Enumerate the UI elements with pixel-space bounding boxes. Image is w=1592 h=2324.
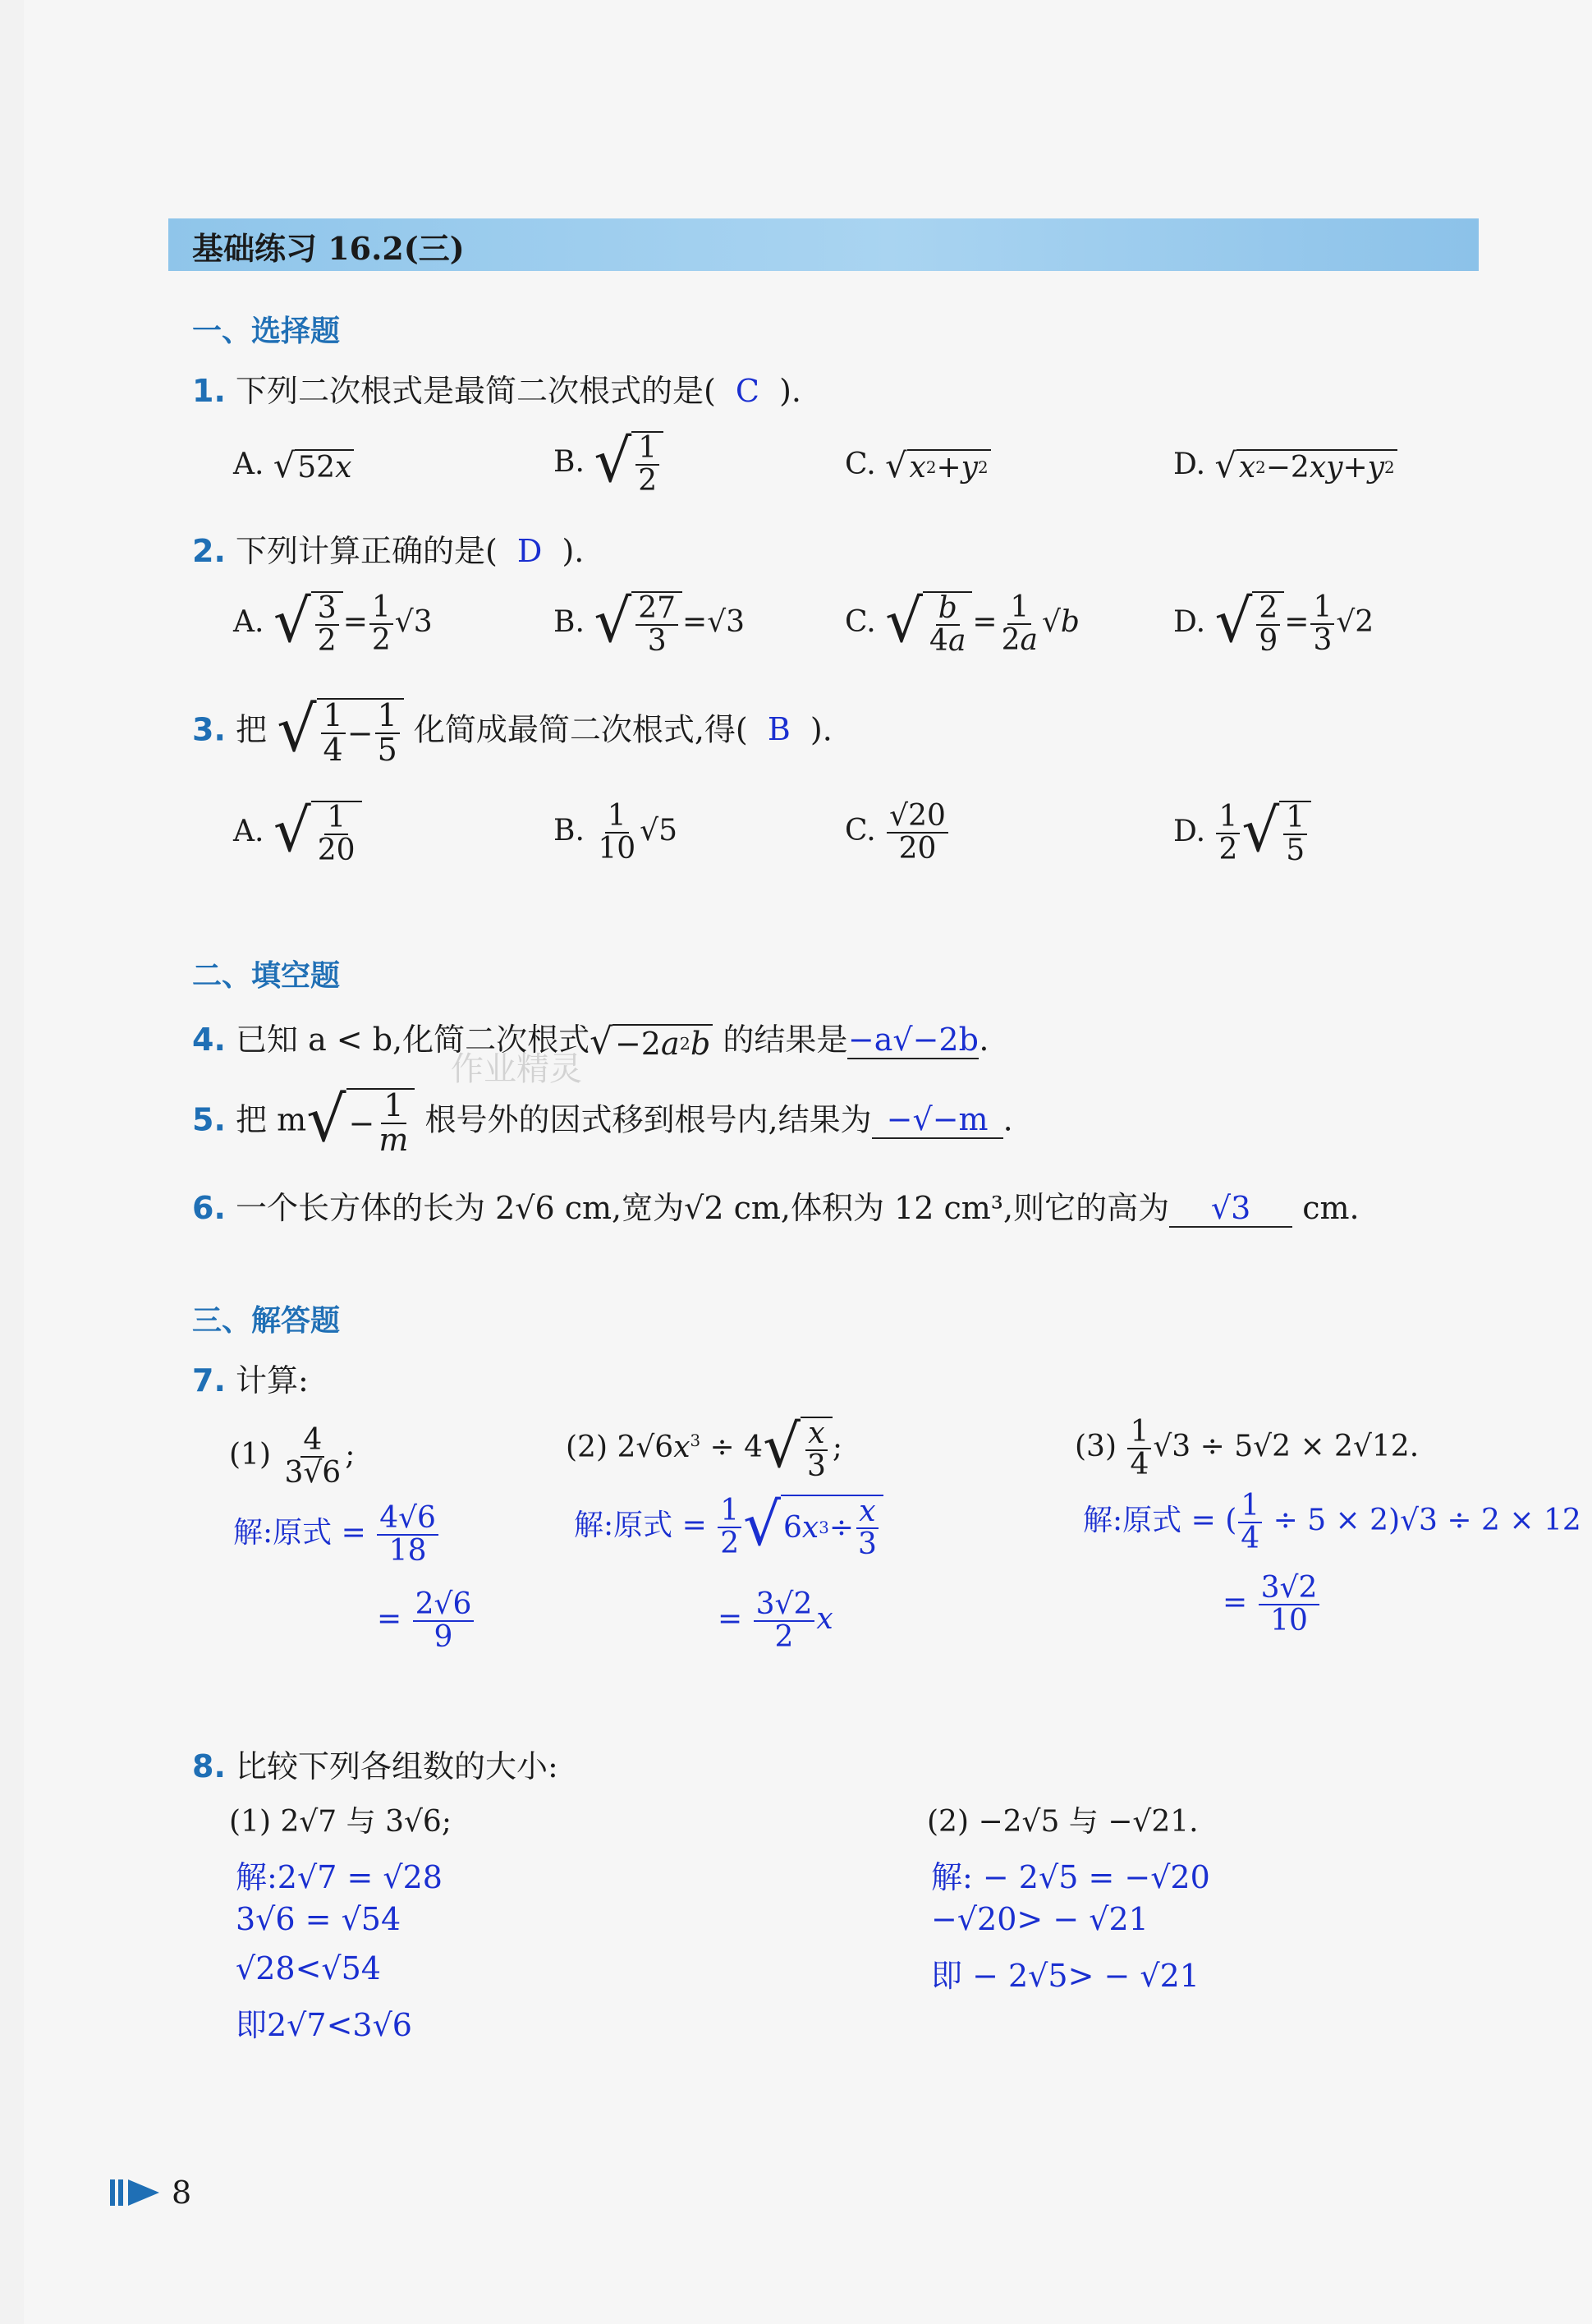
answer-6: √3 (1210, 1190, 1251, 1226)
page-number: 8 (172, 2175, 192, 2211)
q8-part-2-line-3: 即 − 2√5> − √21 (931, 1958, 1200, 1994)
q8-part-1-line-1: 解:2√7 = √28 (236, 1859, 443, 1895)
q1-option-b: B. √ $\frac{1}{2}$ (553, 431, 663, 497)
answer-3: B (767, 711, 791, 748)
section-choice: 一、选择题 (192, 315, 341, 348)
q7-part-1-result: = $\frac{2√6}{9}$ (377, 1589, 475, 1653)
question-8: 8. 比较下列各组数的大小: (192, 1748, 558, 1784)
q7-part-2: (2) $2√6x^3 \div 4$ √ $\frac{x}{3}$ ; (566, 1412, 843, 1483)
q8-part-1-line-3: √28<√54 (236, 1950, 381, 1986)
q7-part-3-solution: 解:原式 = ( $\frac{1}{4}$ ÷ 5 × 2)√3 ÷ 2 × 12 (1083, 1489, 1581, 1555)
watermark: 作业精灵 (451, 1050, 582, 1088)
page-arrow-icon (110, 2178, 166, 2207)
answer-4: −a√−2b (847, 1022, 979, 1058)
q1-option-d: D. √ x 2 −2 xy + y 2 (1173, 448, 1397, 485)
q7-part-1: (1) $\frac{4}{3√6}$ ; (229, 1423, 356, 1490)
q8-part-1-line-4: 即2√7<3√6 (236, 2007, 412, 2043)
q8-part-1: (1) 2√7 与 3√6; (229, 1805, 452, 1839)
question-4: 4. 已知 a < b,化简二次根式 √ −2 a 2 b 的结果是−a√−2b. (192, 1020, 989, 1063)
page-title: 基础练习 16.2(三) (192, 230, 465, 267)
q2-option-d: D. √ $\frac{2}{9}$ = $\frac{1}{3}$ √2 (1173, 586, 1374, 658)
q8-part-2-line-2: −√20> − √21 (931, 1901, 1149, 1937)
answer-1: C (735, 373, 759, 409)
q2-option-a: A. √ $\frac{3}{2}$ = $\frac{1}{2}$ √3 (233, 586, 433, 658)
q8-part-2: (2) −2√5 与 −√21. (927, 1805, 1199, 1839)
page (24, 0, 1592, 2324)
section-fill: 二、填空题 (192, 959, 341, 993)
question-5: 5. 把 m √ − $\frac{1}{m}$ 根号外的因式移到根号内,结果为 −√−m . (192, 1082, 1013, 1158)
q7-part-1-solution: 解:原式 = $\frac{4√6}{18}$ (233, 1503, 440, 1567)
question-2: 2. 下列计算正确的是( D ). (192, 533, 585, 569)
question-7: 7. 计算: (192, 1362, 309, 1399)
q7-part-3: (3) $\frac{1}{4}$ √3 ÷ 5√2 × 2√12. (1075, 1415, 1420, 1481)
q8-part-1-line-2: 3√6 = √54 (236, 1901, 401, 1937)
q7-part-3-result: = $\frac{3√2}{10}$ (1223, 1573, 1321, 1637)
q7-part-2-result: = $\frac{3√2}{2}$ x (718, 1587, 833, 1654)
q7-part-2-solution: 解:原式 = $\frac{1}{2}$ √ 6 x 3 ÷ $\frac{x}{3}$ (574, 1495, 883, 1560)
answer-2: D (516, 533, 543, 569)
q3-option-d: D. $\frac{1}{2}$ √ $\frac{1}{5}$ (1173, 801, 1311, 866)
answer-5: −√−m (886, 1101, 989, 1138)
q3-option-a: A. √ $\frac{1}{20}$ (233, 801, 362, 866)
q2-option-b: B. √ $\frac{27}{3}$ =√3 (553, 586, 746, 658)
q3-option-b: B. $\frac{1}{10}$ √5 (553, 799, 677, 866)
section-solve: 三、解答题 (192, 1304, 341, 1338)
q8-part-2-line-1: 解: − 2√5 = −√20 (931, 1859, 1210, 1895)
q1-option-c: C. √ x 2 + y 2 (845, 448, 991, 485)
question-1: 1. 下列二次根式是最简二次根式的是( C ). (192, 373, 801, 409)
q3-option-c: C. $\frac{√20}{20}$ (845, 801, 950, 865)
question-6: 6. 一个长方体的长为 2√6 cm,宽为√2 cm,体积为 12 cm³,则它的高为 √3 cm. (192, 1190, 1360, 1226)
question-3: 3. 把 √ $\frac{1}{4}$ − $\frac{1}{5}$ 化简成最简二次根式,得( B ). (192, 692, 833, 768)
q2-option-c: C. √ $\frac{b}{4a}$ = $\frac{1}{2a}$ √b (845, 586, 1080, 658)
q1-option-a: A. √ 52 x (233, 448, 354, 485)
